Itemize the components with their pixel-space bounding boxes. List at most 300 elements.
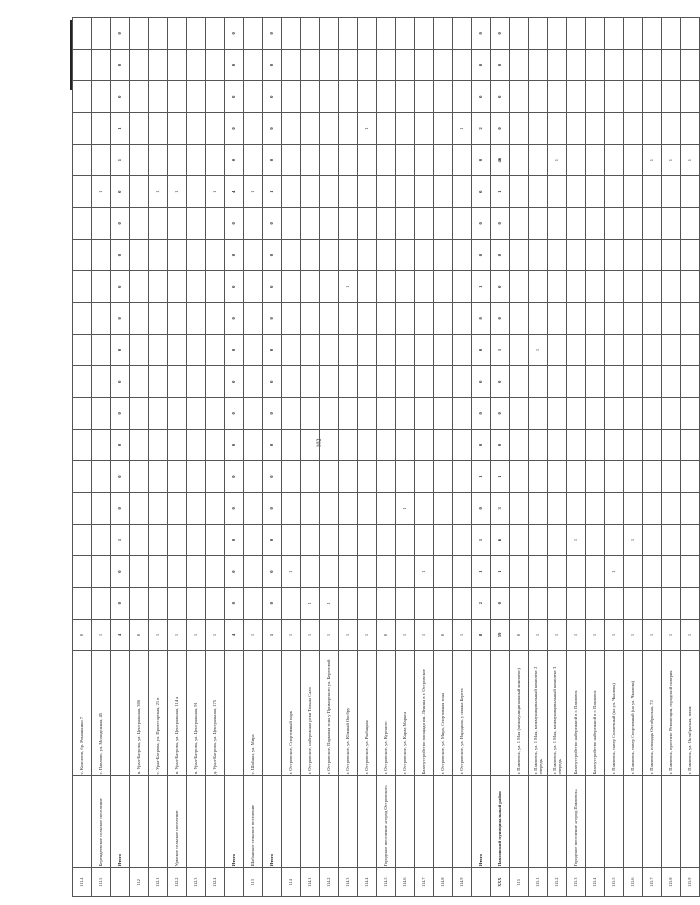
value-cell: [358, 524, 377, 556]
value-cell: [377, 239, 396, 271]
value-cell: 4: [111, 619, 130, 651]
data-table: [72, 17, 700, 897]
value-cell: 1: [586, 619, 605, 651]
row-number-cell: 114.1: [301, 868, 320, 897]
value-cell: 2: [472, 113, 491, 145]
table-row: [624, 18, 643, 897]
value-cell: [605, 461, 624, 493]
value-cell: [358, 81, 377, 113]
value-cell: 1: [92, 176, 111, 208]
object-address-cell: г. Павловск, ул. 1 Мая, межмуниципальный комплекс 2 очередь: [529, 651, 548, 776]
value-cell: [396, 113, 415, 145]
value-cell: [643, 113, 662, 145]
value-cell: [301, 334, 320, 366]
value-cell: [453, 524, 472, 556]
value-cell: [510, 303, 529, 335]
value-cell: 1: [491, 556, 510, 588]
value-cell: [206, 208, 225, 240]
value-cell: [548, 176, 567, 208]
table-row: [339, 18, 358, 897]
value-cell: 0: [111, 398, 130, 430]
value-cell: 1: [301, 587, 320, 619]
value-cell: [567, 556, 586, 588]
value-cell: [358, 492, 377, 524]
value-cell: [92, 113, 111, 145]
value-cell: 0: [434, 619, 453, 651]
table-total-row: [111, 18, 130, 897]
value-cell: [244, 271, 263, 303]
value-cell: [206, 429, 225, 461]
value-cell: [187, 49, 206, 81]
value-cell: [187, 239, 206, 271]
value-cell: 1: [339, 619, 358, 651]
value-cell: [624, 49, 643, 81]
object-address-cell: [111, 651, 130, 776]
value-cell: [396, 461, 415, 493]
value-cell: 0: [225, 587, 244, 619]
value-cell: [92, 271, 111, 303]
value-cell: [282, 366, 301, 398]
value-cell: 1: [453, 619, 472, 651]
value-cell: [453, 556, 472, 588]
settlement-cell: [643, 776, 662, 868]
value-cell: [681, 208, 700, 240]
value-cell: 0: [225, 113, 244, 145]
value-cell: [339, 208, 358, 240]
value-cell: 0: [263, 461, 282, 493]
value-cell: 0: [491, 366, 510, 398]
value-cell: [643, 49, 662, 81]
value-cell: [434, 18, 453, 50]
value-cell: [73, 492, 92, 524]
table-row: [282, 18, 301, 897]
value-cell: [339, 81, 358, 113]
value-cell: [301, 524, 320, 556]
object-address-cell: с. Шабаки, ул. Мира: [244, 651, 263, 776]
table-row: [548, 18, 567, 897]
table-row: [567, 18, 586, 897]
object-address-cell: д. Урал-Батрова, ул. Центральная, 175: [206, 651, 225, 776]
object-address-cell: [491, 651, 510, 776]
value-cell: [434, 49, 453, 81]
value-cell: 1: [244, 619, 263, 651]
value-cell: [510, 144, 529, 176]
value-cell: [662, 303, 681, 335]
value-cell: 0: [225, 556, 244, 588]
table-row: [415, 18, 434, 897]
object-address-cell: г. Островское, ул. Мира, Спортивная зона: [434, 651, 453, 776]
value-cell: [624, 144, 643, 176]
object-address-cell: Благоустройство набережной в г. Павловск: [567, 651, 586, 776]
value-cell: [548, 398, 567, 430]
value-cell: 0: [472, 176, 491, 208]
value-cell: 0: [472, 303, 491, 335]
value-cell: 1: [472, 524, 491, 556]
value-cell: [358, 49, 377, 81]
value-cell: 1: [472, 461, 491, 493]
value-cell: [662, 18, 681, 50]
value-cell: [206, 524, 225, 556]
value-cell: [434, 524, 453, 556]
value-cell: [73, 587, 92, 619]
value-cell: 0: [263, 303, 282, 335]
row-number-cell: 113: [244, 868, 263, 897]
value-cell: [453, 81, 472, 113]
value-cell: 0: [263, 18, 282, 50]
value-cell: [624, 239, 643, 271]
table-row: [301, 18, 320, 897]
value-cell: 0: [225, 429, 244, 461]
value-cell: [605, 208, 624, 240]
row-number-cell: 114.7: [415, 868, 434, 897]
value-cell: 46: [491, 144, 510, 176]
value-cell: 3: [491, 492, 510, 524]
table-row: [396, 18, 415, 897]
value-cell: [320, 271, 339, 303]
value-cell: [130, 271, 149, 303]
value-cell: [339, 113, 358, 145]
value-cell: [586, 49, 605, 81]
value-cell: [320, 176, 339, 208]
settlement-cell: [586, 776, 605, 868]
value-cell: [206, 303, 225, 335]
value-cell: [73, 524, 92, 556]
value-cell: [662, 556, 681, 588]
value-cell: [130, 18, 149, 50]
value-cell: [282, 524, 301, 556]
value-cell: [453, 366, 472, 398]
value-cell: [377, 524, 396, 556]
value-cell: [529, 176, 548, 208]
value-cell: [301, 366, 320, 398]
value-cell: [187, 492, 206, 524]
value-cell: [415, 492, 434, 524]
value-cell: [624, 271, 643, 303]
settlement-cell: [453, 776, 472, 868]
value-cell: [244, 492, 263, 524]
value-cell: [187, 81, 206, 113]
value-cell: [339, 398, 358, 430]
value-cell: [662, 429, 681, 461]
value-cell: [681, 303, 700, 335]
value-cell: [358, 303, 377, 335]
object-address-cell: с. Кологлов, бр. Ромашкино 7: [73, 651, 92, 776]
value-cell: [301, 271, 320, 303]
value-cell: [301, 113, 320, 145]
value-cell: [510, 49, 529, 81]
value-cell: 1: [567, 524, 586, 556]
table-total-row: [225, 18, 244, 897]
value-cell: [320, 49, 339, 81]
value-cell: 0: [73, 619, 92, 651]
value-cell: [149, 208, 168, 240]
settlement-cell: [282, 776, 301, 868]
value-cell: [624, 208, 643, 240]
value-cell: [301, 49, 320, 81]
value-cell: [396, 144, 415, 176]
value-cell: 1: [282, 619, 301, 651]
value-cell: 1: [111, 144, 130, 176]
settlement-cell: [529, 776, 548, 868]
value-cell: [567, 113, 586, 145]
value-cell: [567, 492, 586, 524]
value-cell: 0: [111, 239, 130, 271]
value-cell: [434, 587, 453, 619]
value-cell: [643, 524, 662, 556]
value-cell: [92, 18, 111, 50]
value-cell: 0: [491, 49, 510, 81]
value-cell: [681, 81, 700, 113]
settlement-cell: [510, 776, 529, 868]
value-cell: 0: [472, 398, 491, 430]
value-cell: [510, 18, 529, 50]
value-cell: [415, 334, 434, 366]
value-cell: [415, 398, 434, 430]
value-cell: [510, 429, 529, 461]
value-cell: [415, 208, 434, 240]
value-cell: [358, 429, 377, 461]
value-cell: [282, 49, 301, 81]
value-cell: [396, 366, 415, 398]
row-number-cell: [472, 868, 491, 897]
value-cell: 0: [263, 524, 282, 556]
value-cell: [434, 176, 453, 208]
value-cell: [605, 303, 624, 335]
value-cell: 0: [263, 271, 282, 303]
value-cell: [244, 398, 263, 430]
value-cell: [434, 556, 453, 588]
value-cell: [92, 303, 111, 335]
value-cell: 0: [472, 429, 491, 461]
value-cell: [434, 113, 453, 145]
value-cell: [529, 398, 548, 430]
value-cell: 1: [396, 619, 415, 651]
value-cell: [130, 208, 149, 240]
value-cell: [510, 398, 529, 430]
object-address-cell: г. Островское, ул. Курского: [377, 651, 396, 776]
object-address-cell: г. Павловск, ул. Октябрьская, пляж: [681, 651, 700, 776]
table-row: [681, 18, 700, 897]
value-cell: 0: [225, 492, 244, 524]
value-cell: [320, 366, 339, 398]
value-cell: [187, 271, 206, 303]
value-cell: [586, 398, 605, 430]
value-cell: [396, 239, 415, 271]
value-cell: 1: [453, 113, 472, 145]
settlement-cell: [73, 776, 92, 868]
row-number-cell: 115.9: [681, 868, 700, 897]
value-cell: [73, 303, 92, 335]
value-cell: 1: [624, 619, 643, 651]
value-cell: [301, 18, 320, 50]
value-cell: [282, 144, 301, 176]
value-cell: [339, 492, 358, 524]
value-cell: 1: [643, 619, 662, 651]
value-cell: [624, 334, 643, 366]
value-cell: [92, 587, 111, 619]
value-cell: 0: [111, 176, 130, 208]
value-cell: [206, 492, 225, 524]
settlement-cell: Итого: [263, 776, 282, 868]
value-cell: 0: [225, 271, 244, 303]
value-cell: [529, 18, 548, 50]
value-cell: [434, 398, 453, 430]
value-cell: 1: [529, 334, 548, 366]
row-number-cell: 114.5: [377, 868, 396, 897]
value-cell: [92, 429, 111, 461]
value-cell: [434, 303, 453, 335]
value-cell: [662, 208, 681, 240]
value-cell: [529, 524, 548, 556]
value-cell: [73, 113, 92, 145]
value-cell: 0: [111, 303, 130, 335]
value-cell: [548, 334, 567, 366]
settlement-cell: Шабанское сельское поселение: [244, 776, 263, 868]
value-cell: [510, 239, 529, 271]
value-cell: [548, 303, 567, 335]
value-cell: [681, 113, 700, 145]
table-row: [453, 18, 472, 897]
value-cell: [510, 492, 529, 524]
value-cell: [282, 461, 301, 493]
value-cell: [168, 239, 187, 271]
value-cell: 0: [111, 429, 130, 461]
value-cell: [681, 556, 700, 588]
settlement-cell: [681, 776, 700, 868]
value-cell: [339, 429, 358, 461]
value-cell: [358, 271, 377, 303]
value-cell: [73, 81, 92, 113]
value-cell: [168, 113, 187, 145]
value-cell: [586, 303, 605, 335]
value-cell: [567, 239, 586, 271]
value-cell: [130, 81, 149, 113]
value-cell: [529, 81, 548, 113]
value-cell: [415, 303, 434, 335]
value-cell: [187, 18, 206, 50]
value-cell: 0: [225, 239, 244, 271]
value-cell: [358, 144, 377, 176]
value-cell: [358, 587, 377, 619]
value-cell: [567, 334, 586, 366]
settlement-cell: [301, 776, 320, 868]
value-cell: [643, 556, 662, 588]
value-cell: 1: [263, 176, 282, 208]
value-cell: 1: [111, 113, 130, 145]
value-cell: [358, 398, 377, 430]
value-cell: 1: [396, 492, 415, 524]
value-cell: [662, 587, 681, 619]
value-cell: [92, 461, 111, 493]
value-cell: [130, 492, 149, 524]
value-cell: [92, 49, 111, 81]
table-row: [662, 18, 681, 897]
value-cell: [339, 49, 358, 81]
value-cell: [681, 366, 700, 398]
value-cell: [662, 271, 681, 303]
value-cell: [187, 556, 206, 588]
value-cell: [586, 144, 605, 176]
value-cell: [244, 81, 263, 113]
value-cell: [301, 429, 320, 461]
value-cell: 0: [225, 303, 244, 335]
settlement-cell: [130, 776, 149, 868]
value-cell: [510, 461, 529, 493]
value-cell: [453, 429, 472, 461]
value-cell: [586, 492, 605, 524]
value-cell: 0: [491, 239, 510, 271]
value-cell: [187, 303, 206, 335]
value-cell: [605, 49, 624, 81]
table-row: [320, 18, 339, 897]
value-cell: [586, 208, 605, 240]
row-number-cell: [111, 868, 130, 897]
value-cell: [301, 208, 320, 240]
value-cell: 0: [472, 208, 491, 240]
object-address-cell: г. Павловск, сквер Спортивный (на ул. Чкалова): [624, 651, 643, 776]
value-cell: [529, 144, 548, 176]
value-cell: [187, 398, 206, 430]
value-cell: [529, 271, 548, 303]
value-cell: [624, 398, 643, 430]
value-cell: [643, 461, 662, 493]
value-cell: [624, 492, 643, 524]
settlement-cell: Городское поселение «город Павловск»: [567, 776, 586, 868]
value-cell: [681, 239, 700, 271]
value-cell: [149, 49, 168, 81]
object-address-cell: г. Павловск, ул. 1 Мая (межмуниципальный комплекс): [510, 651, 529, 776]
value-cell: [187, 461, 206, 493]
object-address-cell: с. Павлово, ул. Молодежная, 45: [92, 651, 111, 776]
value-cell: [244, 49, 263, 81]
value-cell: 1: [567, 619, 586, 651]
value-cell: 1: [301, 619, 320, 651]
settlement-cell: [662, 776, 681, 868]
value-cell: [643, 398, 662, 430]
settlement-cell: [624, 776, 643, 868]
value-cell: [548, 49, 567, 81]
value-cell: [605, 524, 624, 556]
value-cell: [624, 81, 643, 113]
object-address-cell: [225, 651, 244, 776]
value-cell: [453, 271, 472, 303]
value-cell: [149, 429, 168, 461]
value-cell: 0: [111, 271, 130, 303]
value-cell: [681, 176, 700, 208]
value-cell: [643, 587, 662, 619]
value-cell: 1: [149, 619, 168, 651]
row-number-cell: 115.6: [624, 868, 643, 897]
value-cell: [681, 18, 700, 50]
value-cell: [377, 398, 396, 430]
value-cell: [567, 81, 586, 113]
value-cell: [586, 18, 605, 50]
value-cell: [168, 144, 187, 176]
value-cell: [377, 334, 396, 366]
value-cell: [605, 366, 624, 398]
value-cell: [168, 303, 187, 335]
value-cell: [567, 144, 586, 176]
settlement-cell: [396, 776, 415, 868]
value-cell: [605, 113, 624, 145]
value-cell: 0: [111, 366, 130, 398]
value-cell: [510, 271, 529, 303]
value-cell: [453, 18, 472, 50]
value-cell: [415, 524, 434, 556]
value-cell: [434, 334, 453, 366]
row-number-cell: 115.3: [567, 868, 586, 897]
value-cell: [453, 49, 472, 81]
